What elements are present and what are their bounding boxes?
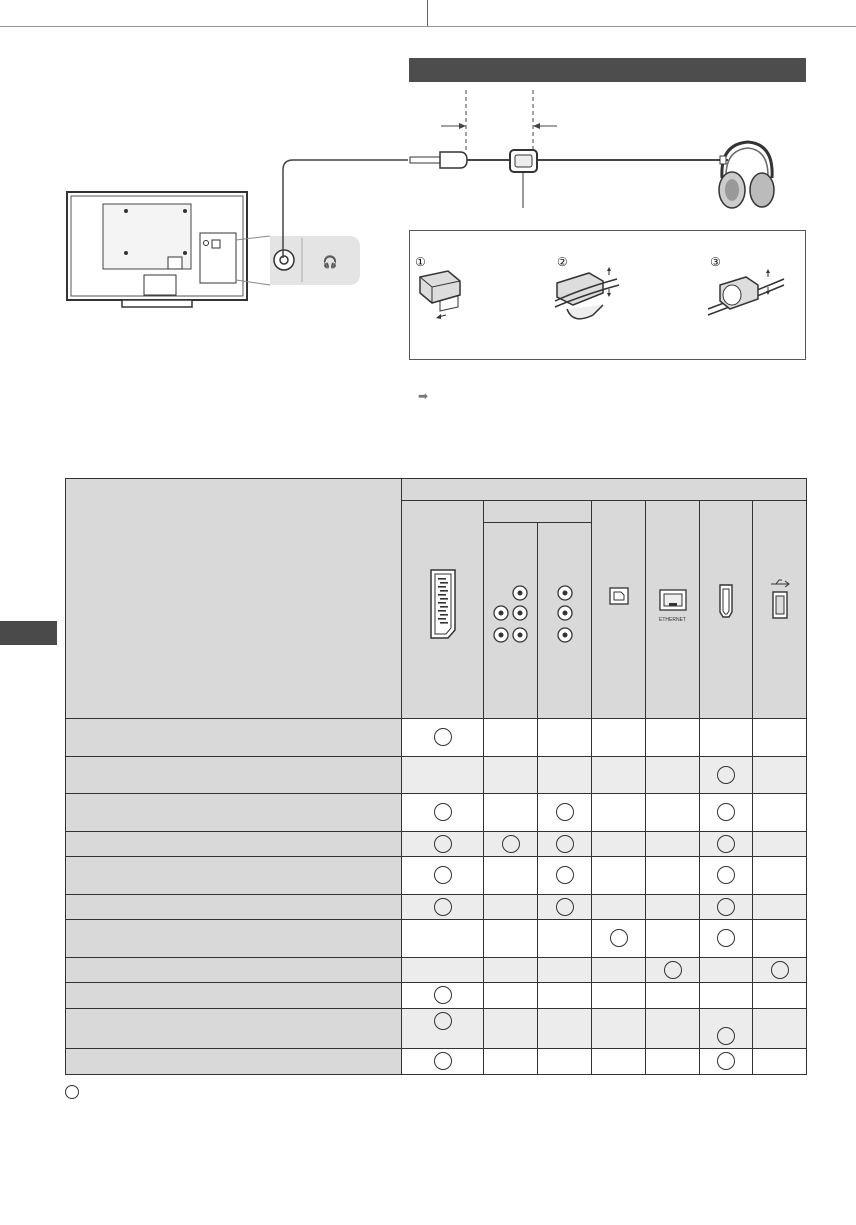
row-label — [66, 719, 402, 757]
plug-dimension-diagram — [405, 90, 605, 210]
supported-mark — [434, 728, 452, 746]
row-label — [66, 857, 402, 895]
supported-mark — [717, 898, 735, 916]
ethernet-label: ETHERNET — [659, 617, 686, 623]
supported-mark — [556, 803, 574, 821]
row-label — [66, 1009, 402, 1049]
scart-icon — [428, 568, 458, 640]
legend-circle-icon — [65, 1085, 79, 1099]
ethernet-icon — [659, 589, 687, 611]
step-1-number: ① — [415, 255, 426, 269]
step-2-number: ② — [557, 255, 568, 269]
table-row — [66, 920, 807, 958]
table-row — [66, 958, 807, 983]
supported-mark — [556, 898, 574, 916]
supported-mark — [434, 1052, 452, 1070]
header-hdmi — [700, 501, 753, 719]
header-scart — [402, 501, 484, 719]
supported-mark — [556, 866, 574, 884]
supported-mark — [717, 766, 735, 784]
header-usb — [753, 501, 807, 719]
header-av-group — [484, 501, 592, 523]
headphones-icon — [712, 138, 780, 214]
supported-mark — [610, 929, 628, 947]
supported-mark — [434, 803, 452, 821]
table-row — [66, 794, 807, 832]
row-label — [66, 958, 402, 983]
section-header-band — [409, 58, 806, 82]
supported-mark — [717, 1027, 735, 1045]
usb-icon — [769, 578, 791, 626]
crop-mark-top-v — [427, 0, 428, 26]
table-row — [66, 1049, 807, 1075]
supported-mark — [717, 866, 735, 884]
table-row — [66, 832, 807, 857]
optical-icon — [609, 587, 629, 605]
section-tab — [0, 621, 57, 645]
table-row — [66, 719, 807, 757]
header-ethernet — [646, 501, 700, 719]
supported-mark — [434, 835, 452, 853]
row-label — [66, 895, 402, 920]
supported-mark — [434, 898, 452, 916]
supported-mark — [717, 929, 735, 947]
supported-mark — [434, 1012, 452, 1030]
row-label — [66, 757, 402, 794]
header-optical — [592, 501, 646, 719]
svg-text:🎧: 🎧 — [322, 255, 338, 269]
supported-mark — [434, 986, 452, 1004]
table-row — [66, 1009, 807, 1049]
header-terminal-group — [402, 479, 807, 501]
header-composite — [538, 523, 592, 719]
header-component — [484, 523, 538, 719]
row-label — [66, 1049, 402, 1075]
supported-mark — [434, 866, 452, 884]
row-label — [66, 832, 402, 857]
supported-mark — [664, 961, 682, 979]
supported-mark — [502, 835, 520, 853]
table-row — [66, 983, 807, 1009]
step-3-number: ③ — [710, 255, 721, 269]
ferrite-core-icon — [414, 265, 474, 325]
arrow-right-icon: ➡ — [418, 389, 429, 403]
supported-mark — [556, 835, 574, 853]
ferrite-core-steps — [409, 230, 806, 360]
header-corner — [66, 479, 402, 719]
connection-table — [65, 478, 807, 1075]
row-label — [66, 920, 402, 958]
supported-mark — [717, 803, 735, 821]
row-label — [66, 983, 402, 1009]
hdmi-icon — [718, 584, 734, 618]
supported-mark — [717, 835, 735, 853]
ferrite-core-icon — [553, 265, 623, 325]
ferrite-core-icon — [706, 265, 786, 325]
composite-icon — [553, 580, 577, 650]
supported-mark — [771, 961, 789, 979]
table-row — [66, 895, 807, 920]
component-icon — [489, 580, 533, 650]
row-label — [66, 794, 402, 832]
table-row — [66, 757, 807, 794]
crop-mark-top-h — [0, 26, 856, 27]
supported-mark — [717, 1052, 735, 1070]
table-row — [66, 857, 807, 895]
